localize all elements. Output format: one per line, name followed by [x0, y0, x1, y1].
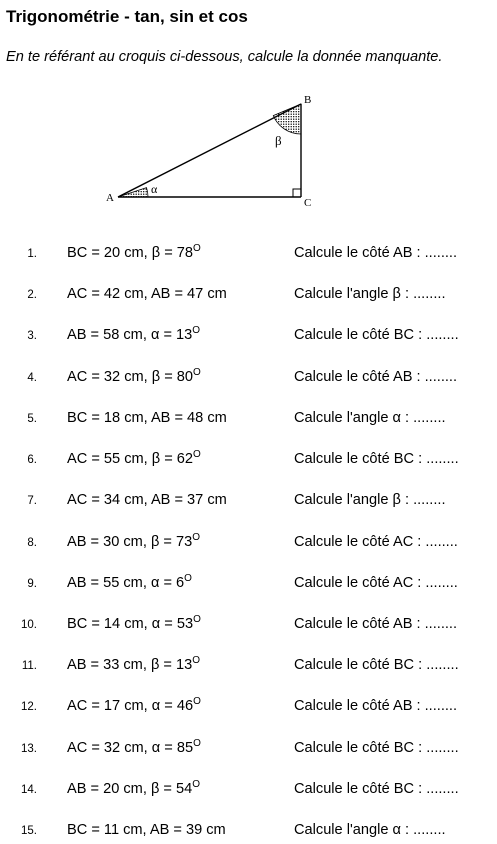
- exercise-row: [0, 740, 497, 760]
- given-values-text: AC = 55 cm, β = 62: [67, 451, 194, 467]
- exercise-number: 6.: [27, 454, 37, 466]
- exercise-row: [0, 410, 497, 430]
- exercise-given-data: [67, 286, 227, 302]
- right-angle-marker: [293, 189, 301, 197]
- exercise-number: 12.: [21, 701, 37, 713]
- given-values-text: BC = 20 cm, β = 78: [67, 245, 194, 261]
- exercise-task: Calcule l'angle α : ........: [294, 822, 446, 838]
- degree-sign: O: [192, 532, 200, 543]
- degree-sign: O: [184, 573, 192, 584]
- exercise-number: 7.: [27, 495, 37, 507]
- given-values-text: AB = 33 cm, β = 13: [67, 657, 193, 673]
- exercise-number: 5.: [27, 413, 37, 425]
- exercise-task: Calcule le côté BC : ........: [294, 327, 459, 343]
- exercise-given-data: [67, 740, 201, 756]
- given-values-text: AB = 58 cm, α = 13: [67, 327, 193, 343]
- exercise-row: [0, 492, 497, 512]
- vertex-label-c: C: [304, 197, 312, 209]
- exercise-row: [0, 286, 497, 306]
- exercise-row: [0, 616, 497, 636]
- given-values-text: AC = 32 cm, β = 80: [67, 369, 194, 385]
- exercise-number: 15.: [21, 825, 37, 837]
- exercise-number: 8.: [27, 537, 37, 549]
- exercise-number: 14.: [21, 784, 37, 796]
- degree-sign: O: [193, 738, 201, 749]
- exercise-row: [0, 657, 497, 677]
- degree-sign: O: [193, 696, 201, 707]
- exercise-row: [0, 327, 497, 347]
- exercise-number: 13.: [21, 743, 37, 755]
- exercise-given-data: [67, 492, 227, 508]
- exercise-given-data: [67, 781, 200, 797]
- exercise-task: Calcule le côté AC : ........: [294, 534, 458, 550]
- exercise-row: [0, 575, 497, 595]
- exercise-number: 3.: [27, 330, 37, 342]
- given-values-text: BC = 14 cm, α = 53: [67, 616, 194, 632]
- given-values-text: AB = 30 cm, β = 73: [67, 534, 193, 550]
- exercise-given-data: [67, 534, 200, 550]
- given-values-text: AB = 55 cm, α = 6: [67, 575, 185, 591]
- given-values-text: AC = 42 cm, AB = 47 cm: [67, 286, 227, 302]
- exercise-row: [0, 451, 497, 471]
- exercise-task: Calcule le côté AB : ........: [294, 245, 458, 261]
- right-triangle-figure: [100, 88, 330, 210]
- exercise-number: 4.: [27, 372, 37, 384]
- side-ab: [118, 104, 301, 197]
- exercise-task: Calcule le côté AB : ........: [294, 698, 458, 714]
- angle-beta-marker: [273, 104, 301, 134]
- exercise-task: Calcule le côté BC : ........: [294, 451, 459, 467]
- degree-sign: O: [192, 779, 200, 790]
- exercise-task: Calcule le côté AB : ........: [294, 369, 458, 385]
- exercise-row: [0, 534, 497, 554]
- given-values-text: AC = 17 cm, α = 46: [67, 698, 194, 714]
- exercise-given-data: [67, 369, 201, 385]
- exercise-task: Calcule le côté AC : ........: [294, 575, 458, 591]
- exercise-number: 10.: [21, 619, 37, 631]
- degree-sign: O: [192, 325, 201, 336]
- exercise-row: [0, 698, 497, 718]
- exercise-given-data: [67, 410, 227, 426]
- exercise-task: Calcule l'angle β : ........: [294, 492, 446, 508]
- degree-sign: O: [193, 449, 201, 460]
- exercise-given-data: [67, 616, 201, 632]
- degree-sign: O: [193, 243, 201, 254]
- exercise-given-data: [67, 245, 201, 261]
- exercise-number: 11.: [21, 660, 37, 672]
- exercise-given-data: [67, 451, 201, 467]
- degree-sign: O: [193, 367, 201, 378]
- vertex-label-a: A: [106, 192, 114, 204]
- exercise-row: [0, 369, 497, 389]
- degree-sign: O: [192, 655, 200, 666]
- exercise-given-data: [67, 327, 200, 343]
- instruction-text: En te référant au croquis ci-dessous, calcule la donnée manquante.: [6, 49, 443, 65]
- exercise-task: Calcule le côté BC : ........: [294, 740, 459, 756]
- exercise-task: Calcule le côté AB : ........: [294, 616, 458, 632]
- exercise-number: 1.: [27, 248, 37, 260]
- exercise-given-data: [67, 657, 200, 673]
- exercise-given-data: [67, 575, 192, 591]
- given-values-text: BC = 11 cm, AB = 39 cm: [67, 822, 226, 838]
- degree-sign: O: [193, 614, 201, 625]
- exercise-number: 2.: [27, 289, 37, 301]
- exercise-row: [0, 245, 497, 265]
- page-title: Trigonométrie - tan, sin et cos: [6, 7, 248, 26]
- angle-label-beta: β: [275, 133, 282, 148]
- exercise-given-data: [67, 698, 201, 714]
- given-values-text: AB = 20 cm, β = 54: [67, 781, 193, 797]
- given-values-text: AC = 32 cm, α = 85: [67, 740, 194, 756]
- exercise-task: Calcule le côté BC : ........: [294, 781, 459, 797]
- exercise-task: Calcule l'angle β : ........: [294, 286, 446, 302]
- given-values-text: BC = 18 cm, AB = 48 cm: [67, 410, 227, 426]
- angle-label-alpha: α: [151, 182, 158, 196]
- exercise-row: [0, 822, 497, 842]
- exercise-given-data: [67, 822, 226, 838]
- exercise-row: [0, 781, 497, 801]
- exercise-task: Calcule l'angle α : ........: [294, 410, 446, 426]
- exercise-task: Calcule le côté BC : ........: [294, 657, 459, 673]
- vertex-label-b: B: [304, 94, 312, 106]
- given-values-text: AC = 34 cm, AB = 37 cm: [67, 492, 227, 508]
- exercise-number: 9.: [27, 578, 37, 590]
